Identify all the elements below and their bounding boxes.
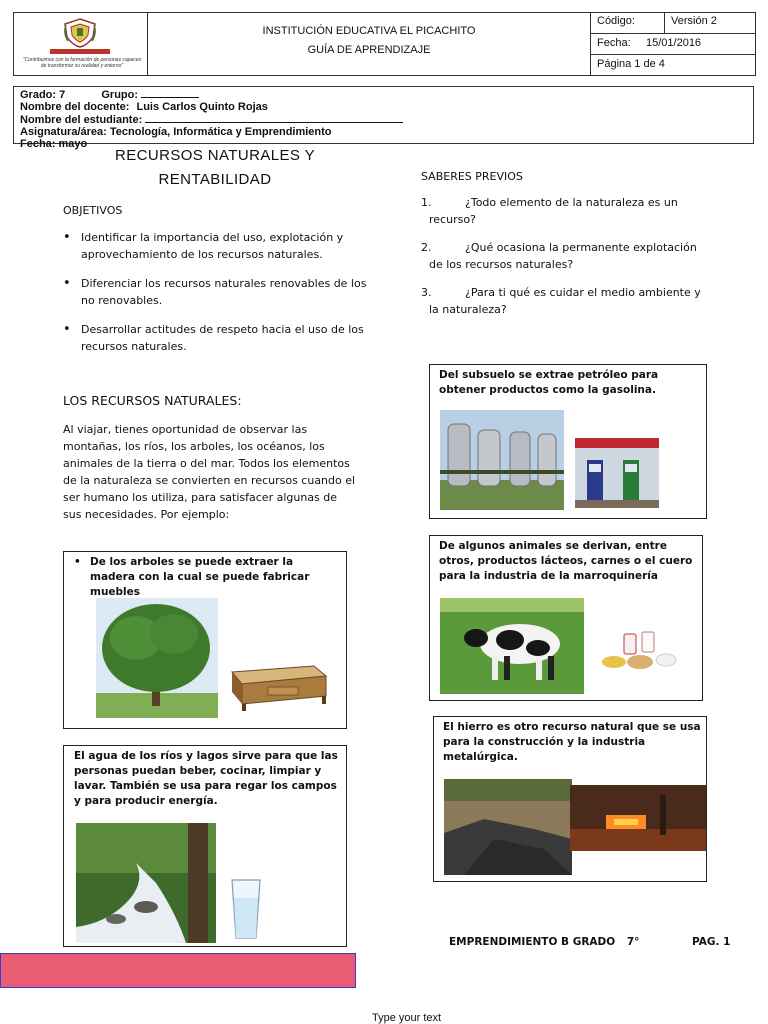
hierro-text: El hierro es otro recurso natural que se usa para la construcción y la industria metalúrgica.	[443, 721, 701, 763]
grado-label: Grado: 7	[20, 89, 66, 101]
logo-motto: "Contribuimos con la formación de personas capaces de transformar su realidad y entorno"	[22, 57, 142, 69]
estudiante-label: Nombre del estudiante:	[20, 114, 143, 126]
saberes-heading: SABERES PREVIOS	[421, 170, 523, 183]
agua-box	[63, 745, 347, 947]
grupo-label: Grupo:	[101, 89, 139, 101]
header-title-cell	[148, 13, 591, 75]
fecha-label: Fecha:	[597, 37, 631, 49]
refinery-image	[440, 410, 564, 510]
institution-name: INSTITUCIÓN EDUCATIVA EL PICACHITO	[262, 25, 476, 37]
saberes-item: 3. ¿Para ti qué es cuidar el medio ambiente y la naturaleza?	[421, 286, 701, 316]
hierro-box	[433, 716, 707, 882]
highlight-bar	[0, 953, 356, 988]
petroleo-text: Del subsuelo se extrae petróleo para obtener productos como la gasolina.	[439, 369, 659, 396]
docente-label: Nombre del docente:	[20, 101, 130, 113]
document-header	[13, 12, 756, 76]
docente-name: Luis Carlos Quinto Rojas	[136, 101, 268, 113]
furniture-image	[228, 662, 328, 712]
cow-image	[440, 598, 584, 694]
header-meta-cell	[591, 13, 755, 75]
pagina-label: Página 1 de 4	[597, 58, 665, 70]
title-line-1: RECURSOS NATURALES Y	[115, 147, 315, 164]
water-glass-image	[229, 876, 263, 942]
grupo-blank[interactable]	[141, 88, 199, 98]
fecha-mes: Fecha: mayo	[20, 138, 88, 150]
objetivo-item: • Diferenciar los recursos naturales renovables de los no renovables.	[63, 275, 377, 309]
page-title	[90, 147, 340, 189]
madera-text: • De los arboles se puede extraer la madera con la cual se puede fabricar muebles	[74, 556, 310, 598]
gas-pump-image	[575, 438, 659, 508]
animales-box	[429, 535, 703, 701]
agua-text: El agua de los ríos y lagos sirve para que las personas puedan beber, cocinar, limpiar y lavar. También se usa para regar los campos y para producir energía.	[74, 750, 338, 807]
saberes-item: 2. ¿Qué ocasiona la permanente explotación de los recursos naturales?	[421, 241, 697, 271]
saberes-item: 1. ¿Todo elemento de la naturaleza es un recurso?	[421, 196, 678, 226]
madera-box	[63, 551, 347, 729]
title-line-2: RENTABILIDAD	[158, 171, 272, 188]
asignatura: Asignatura/área: Tecnología, Informática y Emprendimiento	[20, 126, 332, 138]
logo-cell	[14, 13, 148, 75]
objetivos-heading: OBJETIVOS	[63, 204, 123, 217]
animales-text: De algunos animales se derivan, entre otros, productos lácteos, carnes o el cuero para la industria de la marroquinería	[439, 540, 693, 582]
footer-course	[449, 936, 639, 948]
version-label: Versión 2	[671, 15, 717, 27]
saberes-list	[421, 194, 741, 318]
objetivo-item: • Desarrollar actitudes de respeto hacia el uso de los recursos naturales.	[63, 321, 377, 355]
school-crest-icon	[62, 17, 98, 49]
tree-image	[96, 598, 218, 718]
recursos-heading: LOS RECURSOS NATURALES:	[63, 393, 242, 408]
dairy-products-image	[594, 628, 684, 678]
petroleo-box	[429, 364, 707, 519]
river-image	[76, 823, 216, 943]
codigo-label: Código:	[597, 15, 635, 27]
mine-image	[444, 779, 572, 875]
foundry-image	[570, 785, 706, 851]
student-info-box	[13, 86, 754, 150]
footer-course-name: EMPRENDIMIENTO B GRADO	[449, 936, 616, 948]
fecha-value: 15/01/2016	[646, 37, 702, 49]
recursos-paragraph: Al viajar, tienes oportunidad de observar las montañas, los ríos, los arboles, los océanos, los animales de la tierra o del mar. Todos los elementos de la naturaleza se convierten en recursos cuando el ser humano los utiliza, para satisfacer algunas de sus necesidades. Por ejemplo:	[63, 423, 356, 521]
type-your-text[interactable]: Type your text	[372, 1012, 442, 1024]
objetivos-list	[63, 229, 377, 367]
footer-grade: 7°	[626, 936, 640, 948]
footer-page: PAG. 1	[692, 936, 731, 948]
guide-title: GUÍA DE APRENDIZAJE	[307, 44, 431, 56]
estudiante-blank[interactable]	[145, 113, 403, 123]
crest-banner	[50, 49, 110, 55]
objetivo-item: • Identificar la importancia del uso, explotación y aprovechamiento de los recursos naturales.	[63, 229, 377, 263]
